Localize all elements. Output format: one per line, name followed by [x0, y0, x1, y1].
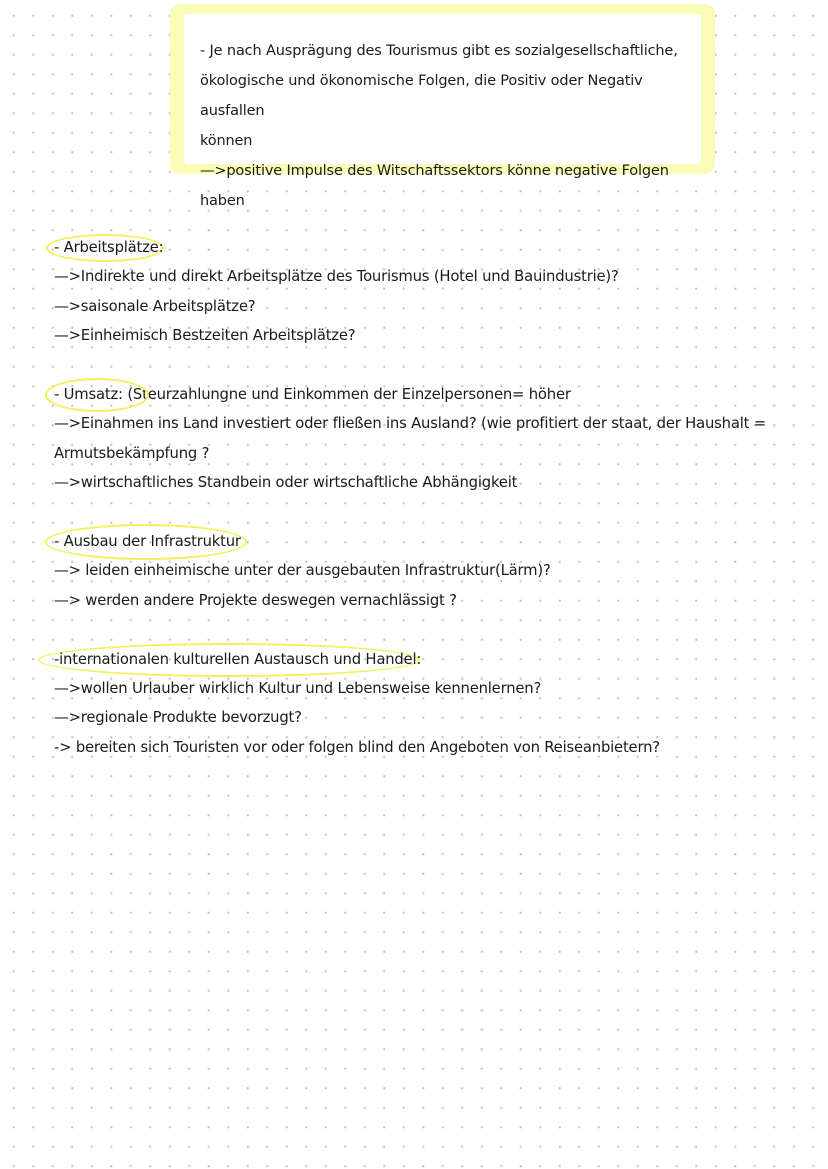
list-item: —>wollen Urlauber wirklich Kultur und Lebensweise kennenlernen?: [54, 680, 542, 698]
summary-line: können: [200, 133, 253, 149]
list-item: —>regionale Produkte bevorzugt?: [54, 709, 302, 727]
summary-line: —>positive Impulse des Witschaftssektors könne negative Folgen haben: [200, 163, 669, 209]
notes-body: [54, 233, 774, 792]
summary-text-block: [184, 14, 701, 209]
list-item: —>Einahmen ins Land investiert oder fließen ins Ausland? (wie profitiert der staat, der Haushalt = Armutsbekämpfung ?: [54, 415, 766, 462]
list-item: —> werden andere Projekte deswegen vernachlässigt ?: [54, 591, 457, 609]
list-item: —>wirtschaftliches Standbein oder wirtschaftliche Abhängigkeit: [54, 474, 518, 492]
heading-umsatz-detail: : (Steurzahlungne und Einkommen der Einzelpersonen= höher: [118, 386, 571, 404]
list-item: —>Einheimisch Bestzeiten Arbeitsplätze?: [54, 327, 356, 345]
list-item: -> bereiten sich Touristen vor oder folgen blind den Angeboten von Reiseanbietern?: [54, 738, 660, 756]
section-infrastruktur: [54, 527, 774, 615]
summary-line: - Je nach Ausprägung des Tourismus gibt es sozialgesellschaftliche,: [200, 43, 678, 59]
heading-infrastruktur: - Ausbau der Infrastruktur: [54, 527, 241, 556]
list-item: —>saisonale Arbeitsplätze?: [54, 297, 256, 315]
heading-austausch: -internationalen kulturellen Austausch und Handel:: [54, 645, 421, 674]
section-arbeitsplaetze: [54, 233, 774, 351]
section-umsatz: [54, 380, 774, 498]
summary-highlight-box: [170, 4, 715, 209]
list-item: —>Indirekte und direkt Arbeitsplätze des Tourismus (Hotel und Bauindustrie)?: [54, 268, 619, 286]
heading-arbeitsplaetze: - Arbeitsplätze:: [54, 233, 163, 262]
summary-line: ökologische und ökonomische Folgen, die Positiv oder Negativ ausfallen: [200, 73, 643, 119]
list-item: —> leiden einheimische unter der ausgebauten Infrastruktur(Lärm)?: [54, 562, 551, 580]
section-austausch: [54, 645, 774, 763]
heading-umsatz: - Umsatz: [54, 380, 118, 409]
